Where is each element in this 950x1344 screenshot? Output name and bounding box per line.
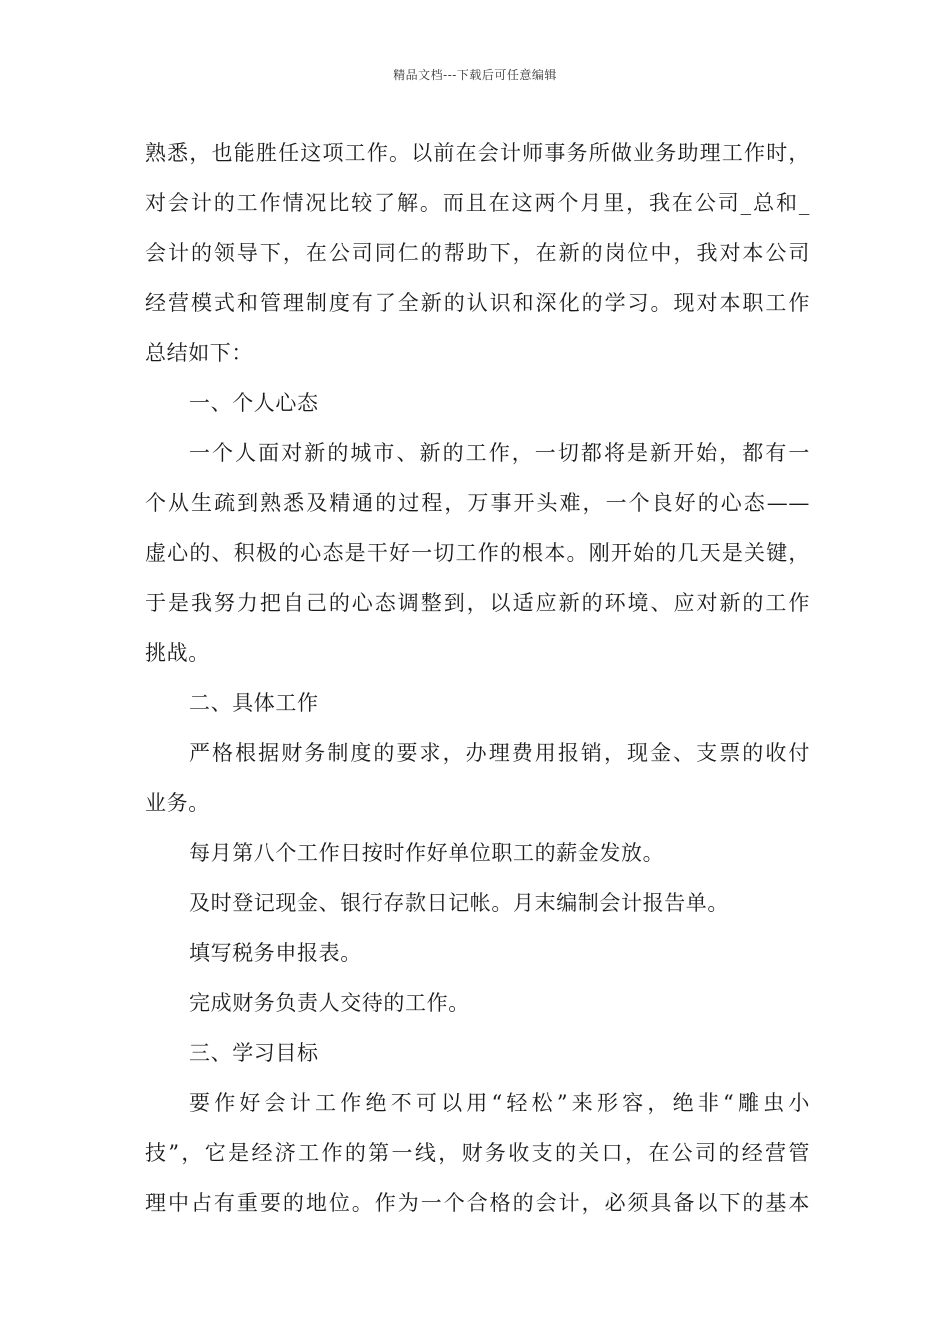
text-line: 对会计的工作情况比较了解。而且在这两个月里，我在公司_总和_ bbox=[145, 191, 810, 215]
text-line: 一个人面对新的城市、新的工作，一切都将是新开始，都有一 bbox=[189, 441, 810, 465]
section-heading: 三、学习目标 bbox=[189, 1041, 319, 1065]
text-line: 填写税务申报表。 bbox=[189, 941, 362, 965]
text-line: 挑战。 bbox=[145, 641, 210, 665]
text-line: 严格根据财务制度的要求，办理费用报销，现金、支票的收付 bbox=[189, 741, 810, 765]
section-heading: 一、个人心态 bbox=[189, 391, 319, 415]
text-line: 技”，它是经济工作的第一线，财务收支的关口，在公司的经营管 bbox=[145, 1141, 810, 1165]
text-line: 及时登记现金、银行存款日记帐。月末编制会计报告单。 bbox=[189, 891, 729, 915]
text-line: 熟悉，也能胜任这项工作。以前在会计师事务所做业务助理工作时， bbox=[145, 141, 810, 165]
text-line: 完成财务负责人交待的工作。 bbox=[189, 991, 470, 1015]
text-line: 虚心的、积极的心态是干好一切工作的根本。刚开始的几天是关键， bbox=[145, 541, 810, 565]
text-line: 业务。 bbox=[145, 791, 210, 815]
document-body bbox=[145, 128, 810, 1228]
text-line: 每月第八个工作日按时作好单位职工的薪金发放。 bbox=[189, 841, 665, 865]
text-line: 理中占有重要的地位。作为一个合格的会计，必须具备以下的基本 bbox=[145, 1191, 810, 1215]
text-line: 要作好会计工作绝不可以用“轻松”来形容，绝非“雕虫小 bbox=[189, 1091, 810, 1115]
page-header: 精品文档---下载后可任意编辑 bbox=[393, 68, 557, 82]
text-line: 总结如下： bbox=[145, 341, 253, 365]
text-line: 会计的领导下，在公司同仁的帮助下，在新的岗位中，我对本公司 bbox=[145, 241, 810, 265]
text-line: 个从生疏到熟悉及精通的过程，万事开头难，一个良好的心态—— bbox=[145, 491, 810, 515]
text-line: 经营模式和管理制度有了全新的认识和深化的学习。现对本职工作 bbox=[145, 291, 810, 315]
section-heading: 二、具体工作 bbox=[189, 691, 319, 715]
text-line: 于是我努力把自己的心态调整到，以适应新的环境、应对新的工作 bbox=[145, 591, 810, 615]
